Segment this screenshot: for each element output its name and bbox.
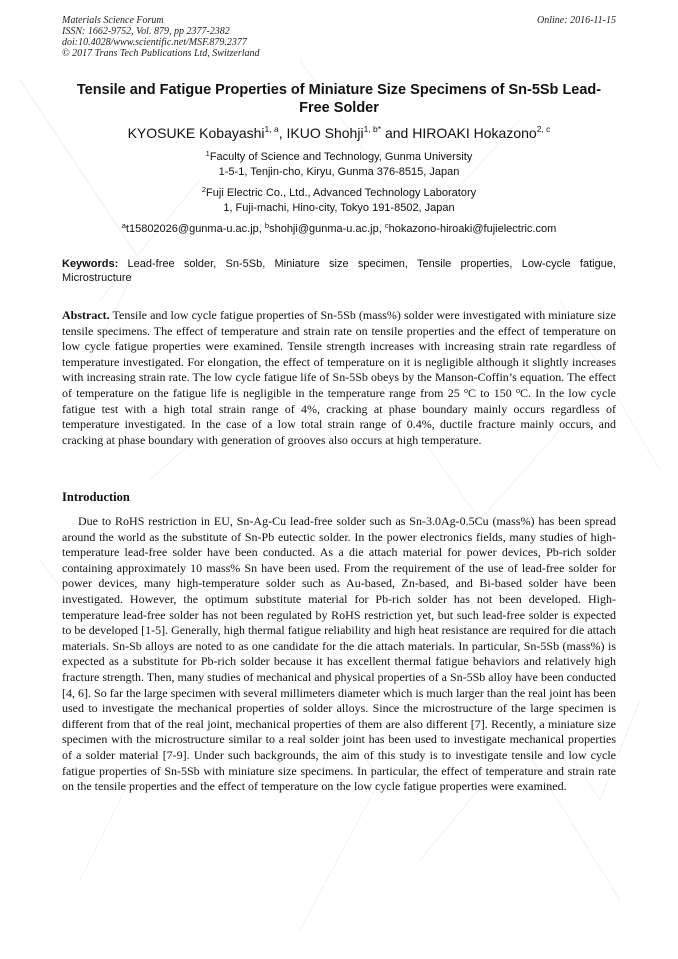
affil-address: 1-5-1, Tenjin-cho, Kiryu, Gunma 376-8515, Japan bbox=[218, 165, 460, 178]
affiliation-2 bbox=[62, 186, 616, 215]
author-affil-marker: 1, a bbox=[264, 124, 279, 134]
email-marker: a bbox=[121, 221, 126, 230]
section-heading-introduction: Introduction bbox=[62, 490, 130, 504]
abstract-text: C. In the low cycle fatigue test with a high total strain range of 4%, cracking at phase boundary mainly occurs regardless of temperature investigated. In the case of a low total strain range of 0.4%, ductile fracture mainly occurs, and cracking at phase boundary with generation of grooves also occurs at high temperature. bbox=[62, 385, 616, 447]
affil-line: Faculty of Science and Technology, Gunma University bbox=[209, 151, 473, 163]
author-separator: , bbox=[278, 125, 287, 141]
affiliation-1 bbox=[62, 150, 616, 179]
abstract-block bbox=[62, 308, 616, 448]
affil-marker: 1 bbox=[205, 149, 210, 158]
author-list bbox=[62, 124, 616, 142]
introduction-paragraph: Due to RoHS restriction in EU, Sn-Ag-Cu lead-free solder such as Sn-3.0Ag-0.5Cu (mass%) has been spread around the world as the substitute of Sn-Pb eutectic solder. In the power electronics fields, many studies of high-temperature lead-free solder have been conducted. As a die attach material for power devices, Pb-rich solder containing approximately 10 mass% Sn have been used. From the requirement of the use of lead-free solder for power devices, many high-temperature solder such as Au-based, Zn-based, and Bi-based solder have been investigated. However, the optimum substitute material for Pb-rich solder has not been developed. High-temperature lead-free solder has not been regulated by RoHS restriction yet, but such lead-free solder is expected to be developed [1-5]. Generally, high thermal fatigue reliability and high heat resistance are required for die attach materials. Sn-Sb alloys are noted to as one candidate for the die attach materials. In particular, Sn-5Sb (mass%) is expected as a substitute for Pb-rich solder because it has excellent thermal fatigue behaviors and relatively high fracture strength. Then, many studies of mechanical and physical properties of a Sn-5Sb alloy have been conducted [4, 6]. So far the large specimen with several millimeters diameter which is much larger than the real joint has been used to investigate the mechanical properties of solder alloys. Since the microstructure of the large specimen is different from that of the real joint, mechanical properties of them are also different [7]. Recently, a miniature size specimen with the microstructure similar to a real solder joint has been used to investigate mechanical properties of a solder material [7-9]. Under such backgrounds, the aim of this study is to investigate tensile and low cycle fatigue properties of Sn-5Sb with miniature size specimens. In particular, the effect of temperature and strain rate on the tensile properties and the effect of temperature on the low cycle fatigue properties were examined. bbox=[62, 514, 616, 794]
abstract-label: Abstract. bbox=[62, 308, 110, 322]
email-list bbox=[62, 222, 616, 236]
author-affil-marker: 2, c bbox=[536, 124, 551, 134]
author-affil-marker: 1, b* bbox=[363, 124, 382, 134]
email-marker: c bbox=[384, 221, 389, 230]
author-name: KYOSUKE Kobayashi bbox=[127, 125, 265, 141]
email-separator: , bbox=[258, 223, 265, 235]
email-link[interactable]: hokazono-hiroaki@fujielectric.com bbox=[388, 223, 557, 235]
doi-line: doi:10.4028/www.scientific.net/MSF.879.2377 bbox=[62, 37, 247, 48]
keywords-text: Lead-free solder, Sn-5Sb, Miniature size specimen, Tensile properties, Low-cycle fatigue, Microstructure bbox=[62, 258, 616, 284]
copyright-line: © 2017 Trans Tech Publications Ltd, Switzerland bbox=[62, 48, 260, 59]
issn-line: ISSN: 1662-9752, Vol. 879, pp 2377-2382 bbox=[62, 26, 230, 37]
affil-line: Fuji Electric Co., Ltd., Advanced Technology Laboratory bbox=[206, 187, 477, 199]
degree-symbol: o bbox=[516, 385, 521, 395]
online-date: Online: 2016-11-15 bbox=[537, 15, 616, 26]
email-separator: , bbox=[378, 223, 385, 235]
affil-address: 1, Fuji-machi, Hino-city, Tokyo 191-8502, Japan bbox=[223, 201, 455, 214]
keywords-block bbox=[62, 257, 616, 285]
abstract-text: Tensile and low cycle fatigue properties of Sn-5Sb (mass%) solder were investigated with miniature size tensile specimens. The effect of temperature and strain rate on tensile properties and the effect of temperature on low cycle fatigue properties were examined. Tensile strength increases with increasing strain rate regardless of temperature investigated. For elongation, the effect of temperature on it is negligible although it slightly increases with increasing strain rate. The low cycle fatigue life of Sn-5Sb obeys by the Manson-Coffin’s equation. The effect of temperature on the fatigue life is negligible in the temperature range from 25 bbox=[62, 308, 616, 400]
abstract-text: C to 150 bbox=[467, 385, 517, 400]
email-link[interactable]: shohji@gunma-u.ac.jp bbox=[269, 223, 379, 235]
email-marker: b bbox=[264, 221, 270, 230]
journal-header bbox=[62, 15, 260, 59]
keywords-label: Keywords: bbox=[62, 258, 119, 270]
affil-marker: 2 bbox=[201, 185, 207, 194]
email-link[interactable]: t15802026@gunma-u.ac.jp bbox=[125, 223, 259, 235]
paper-title: Tensile and Fatigue Properties of Miniature Size Specimens of Sn-5Sb Lead-Free Solder bbox=[76, 82, 602, 116]
degree-symbol: o bbox=[463, 385, 468, 395]
author-name: IKUO Shohji bbox=[286, 125, 364, 141]
author-name: HIROAKI Hokazono bbox=[412, 125, 537, 141]
author-separator: and bbox=[381, 125, 413, 141]
journal-name: Materials Science Forum bbox=[62, 15, 164, 26]
